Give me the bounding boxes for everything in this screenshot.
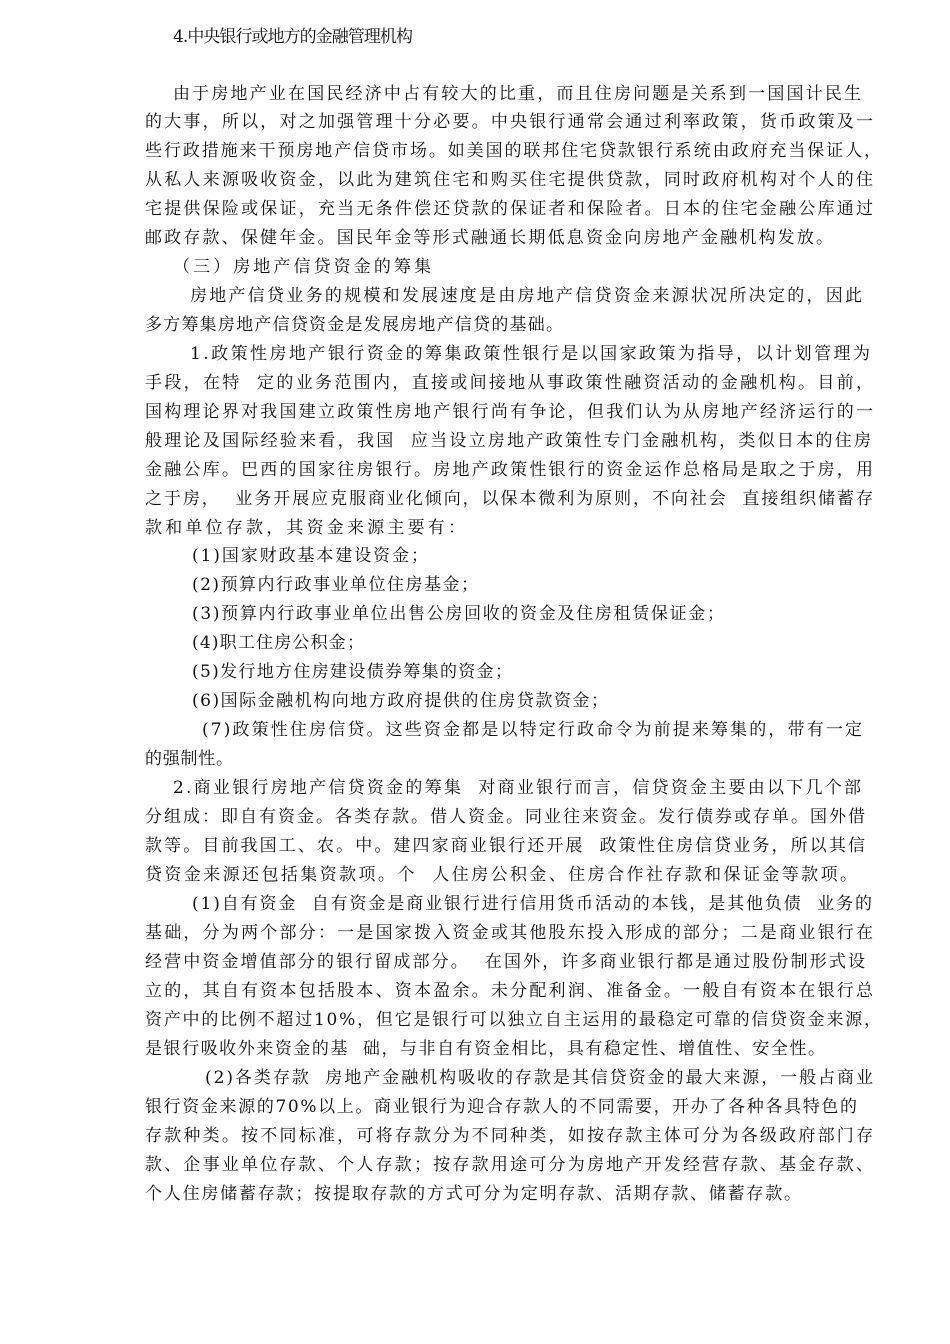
paragraph-line: 款和单位存款，其资金来源主要有： [145,518,469,538]
paragraph-line: 些行政措施来干预房地产信贷市场。如美国的联邦住宅贷款银行系统由政府充当保证人， [145,141,883,161]
paragraph-line: 多方筹集房地产信贷资金是发展房地产信贷的基础。 [145,315,565,335]
paragraph-line: 金融公库。巴西的国家往房银行。房地产政策性银行的资金运作总格局是取之于房，用 [145,460,876,480]
paragraph-line: 的强制性。 [145,749,234,769]
paragraph-line: 手段，在特 定的业务范围内，直接或间接地从事政策性融资活动的金融机构。目前， [145,373,876,393]
paragraph-line: 款、企事业单位存款、个人存款；按存款用途可分为房地产开发经营存款、基金存款、 [145,1155,876,1175]
paragraph-line: 个人住房储蓄存款；按提取存款的方式可分为定明存款、活期存款、储蓄存款。 [145,1184,803,1204]
paragraph-line: 1.政策性房地产银行资金的筹集政策性银行是以国家政策为指导，以计划管理为 [190,344,873,364]
heading-central-bank: 4.中央银行或地方的金融管理机构 [173,27,413,47]
paragraph-line: 邮政存款、保健年金。国民年金等形式融通长期低息资金向房地产金融机构发放。 [145,228,836,248]
list-item: (2)预算内行政事业单位住房基金； [192,575,480,595]
list-item: (6)国际金融机构向地方政府提供的住房贷款资金； [192,691,610,711]
paragraph-line: 贷资金来源还包括集资款项。个 人住房公积金、住房合作社存款和保证金等款项。 [145,865,860,885]
paragraph-line: 存款种类。按不同标准，可将存款分为不同种类，如按存款主体可分为各级政府部门存 [145,1126,876,1146]
paragraph-line: 宅提供保险或保证，充当无条件偿还贷款的保证者和保险者。日本的住宅金融公库通过 [145,199,876,219]
list-item: (5)发行地方住房建设债券筹集的资金； [192,662,514,682]
paragraph-line: 基础，分为两个部分：一是国家拨入资金或其他股东投入形成的部分；二是商业银行在 [145,923,876,943]
list-item: (3)预算内行政事业单位出售公房回收的资金及住房租赁保证金； [192,604,726,624]
list-item: (7)政策性住房信贷。这些资金都是以特定行政命令为前提来筹集的，带有一定 [202,720,865,740]
paragraph-line: 从私人来源吸收资金，以此为建筑住宅和购买住宅提供贷款，同时政府机构对个人的住 [145,170,876,190]
paragraph-line: 银行资金来源的70%以上。商业银行为迎合存款人的不同需要，开办了各种各具特色的 [145,1097,859,1117]
paragraph-line: 资产中的比例不超过10%，但它是银行可以独立自主运用的最稳定可靠的信贷资金来源， [145,1010,883,1030]
paragraph-line: (2)各类存款 房地产金融机构吸收的存款是其信贷资金的最大来源，一般占商业 [205,1068,875,1088]
paragraph-line: 之于房， 业务开展应克服商业化倾向，以保本微利为原则，不向社会 直接组织储蓄存 [145,489,875,509]
paragraph-line: 国构理论界对我国建立政策性房地产银行尚有争论，但我们认为从房地产经济运行的一 [145,402,876,422]
paragraph-line: 2.商业银行房地产信贷资金的筹集 对商业银行而言，信贷资金主要由以下几个部 [173,778,864,798]
paragraph-line: 是银行吸收外来资金的基 础，与非自有资金相比，具有稳定性、增值性、安全性。 [145,1039,827,1059]
paragraph-line: (1)自有资金 自有资金是商业银行进行信用货币活动的本钱，是其他负债 业务的 [192,894,874,914]
paragraph-line: 的大事，所以，对之加强管理十分必要。中央银行通常会通过利率政策，货币政策及一 [145,112,876,132]
paragraph-line: 款等。目前我国工、农。中。建四家商业银行还开展 政策性住房信贷业务，所以其信 [145,836,868,856]
section-heading: （三）房地产信贷资金的筹集 [173,257,435,277]
paragraph-line: 立的，其自有资本包括股本、资本盈余。未分配利润、准备金。一般自有资本在银行总 [145,981,876,1001]
paragraph-line: 分组成：即自有资金。各类存款。借人资金。同业往来资金。发行债券或存单。国外借 [145,807,867,827]
paragraph-line: 般理论及国际经验来看，我国 应当设立房地产政策性专门金融机构，类似日本的住房 [145,431,874,451]
paragraph-line: 经营中资金增值部分的银行留成部分。 在国外，许多商业银行都是通过股份制形式设 [145,952,868,972]
list-item: (4)职工住房公积金； [192,633,366,653]
list-item: (1)国家财政基本建设资金； [192,546,430,566]
paragraph-line: 房地产信贷业务的规模和发展速度是由房地产信贷资金来源状况所决定的，因此 [190,286,865,306]
paragraph-line: 由于房地产业在国民经济中占有较大的比重，而且住房问题是关系到一国国计民生 [173,84,864,104]
